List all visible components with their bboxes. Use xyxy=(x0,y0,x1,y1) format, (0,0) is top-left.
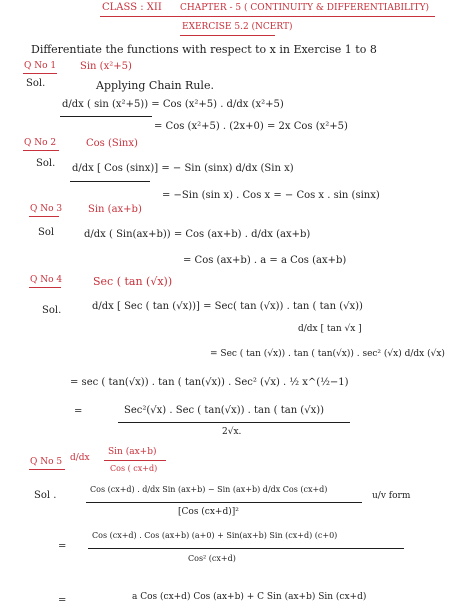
q5-d-dx: d/dx xyxy=(70,453,90,463)
q3-sol: Sol xyxy=(38,227,55,238)
exercise-title: EXERCISE 5.2 (NCERT) xyxy=(182,22,293,32)
q4-eq-sign: = xyxy=(74,406,83,417)
q5-numerator1: Cos (cx+d) . d/dx Sin (ax+b) − Sin (ax+b) d/dx Cos (cx+d) xyxy=(90,485,328,494)
q5-question-bar xyxy=(104,460,166,461)
q4-line3: = Sec ( tan (√x)) . tan ( tan(√x)) . sec² (√x) d/dx (√x) xyxy=(210,349,445,359)
q4-question: Sec ( tan (√x)) xyxy=(93,275,173,288)
q3-label: Q No 3 xyxy=(30,204,63,214)
q3-question: Sin (ax+b) xyxy=(88,204,142,215)
q5-denominator1: [Cos (cx+d)]² xyxy=(178,507,239,517)
q1-sol: Sol. xyxy=(26,78,46,89)
class-label: CLASS : XII xyxy=(102,2,162,13)
q2-sol: Sol. xyxy=(36,158,56,169)
q5-numerator3: a Cos (cx+d) Cos (ax+b) + C Sin (ax+b) Sin (cx+d) xyxy=(132,592,367,602)
q5-label: Q No 5 xyxy=(30,457,63,467)
q4-line4: = sec ( tan(√x)) . tan ( tan(√x)) . Sec² (√x) . ½ x^(½−1) xyxy=(70,377,349,388)
q1-line1: d/dx ( sin (x²+5)) = Cos (x²+5) . d/dx (x²+5) xyxy=(62,99,284,110)
q4-label-underline xyxy=(29,287,61,288)
q4-result-denominator: 2√x. xyxy=(222,427,242,437)
q4-sol: Sol. xyxy=(42,305,62,316)
q4-label: Q No 4 xyxy=(30,275,63,285)
q5-sol: Sol . xyxy=(34,490,57,501)
q3-line1: d/dx ( Sin(ax+b)) = Cos (ax+b) . d/dx (ax+b) xyxy=(84,229,311,240)
q5-numerator2: Cos (cx+d) . Cos (ax+b) (a+0) + Sin(ax+b) Sin (cx+d) (c+0) xyxy=(92,531,338,540)
q1-underline xyxy=(60,116,152,117)
q2-label-underline xyxy=(23,150,59,151)
exercise-underline xyxy=(180,35,275,36)
q5-eq-sign1: = xyxy=(58,541,67,552)
q5-fraction-bar2 xyxy=(88,548,404,549)
q2-line1: d/dx [ Cos (sinx)] = − Sin (sinx) d/dx (Sin x) xyxy=(72,163,294,174)
q5-question-denominator: Cos ( cx+d) xyxy=(110,464,158,473)
instruction-text: Differentiate the functions with respect to x in Exercise 1 to 8 xyxy=(31,43,377,56)
chapter-title: CHAPTER - 5 ( CONTINUITY & DIFFERENTIABILITY) xyxy=(180,3,430,13)
q4-line1: d/dx [ Sec ( tan (√x))] = Sec( tan (√x)) . tan ( tan (√x)) xyxy=(92,301,363,312)
q4-line2: d/dx [ tan √x ] xyxy=(298,324,362,334)
q1-label: Q No 1 xyxy=(24,61,57,71)
q4-result-numerator: Sec²(√x) . Sec ( tan(√x)) . tan ( tan (√x)) xyxy=(124,405,325,416)
q2-line2: = −Sin (sin x) . Cos x = − Cos x . sin (sinx) xyxy=(162,190,380,201)
q5-eq-sign2: = xyxy=(58,595,67,606)
q2-label: Q No 2 xyxy=(24,138,57,148)
q1-rule: Applying Chain Rule. xyxy=(96,79,214,92)
header-underline xyxy=(100,16,435,17)
q1-line2: = Cos (x²+5) . (2x+0) = 2x Cos (x²+5) xyxy=(154,121,348,132)
q5-label-underline xyxy=(29,469,65,470)
q5-form-note: u/v form xyxy=(372,491,411,501)
q5-denominator2: Cos² (cx+d) xyxy=(188,554,236,563)
q4-fraction-bar xyxy=(118,422,350,423)
q2-question: Cos (Sinx) xyxy=(86,138,138,149)
q5-fraction-bar1 xyxy=(86,502,362,503)
q2-underline xyxy=(70,181,150,182)
q1-question: Sin (x²+5) xyxy=(80,61,132,72)
q1-label-underline xyxy=(23,73,57,74)
q3-line2: = Cos (ax+b) . a = a Cos (ax+b) xyxy=(183,255,347,266)
q3-label-underline xyxy=(29,216,59,217)
q5-question-numerator: Sin (ax+b) xyxy=(108,447,157,457)
